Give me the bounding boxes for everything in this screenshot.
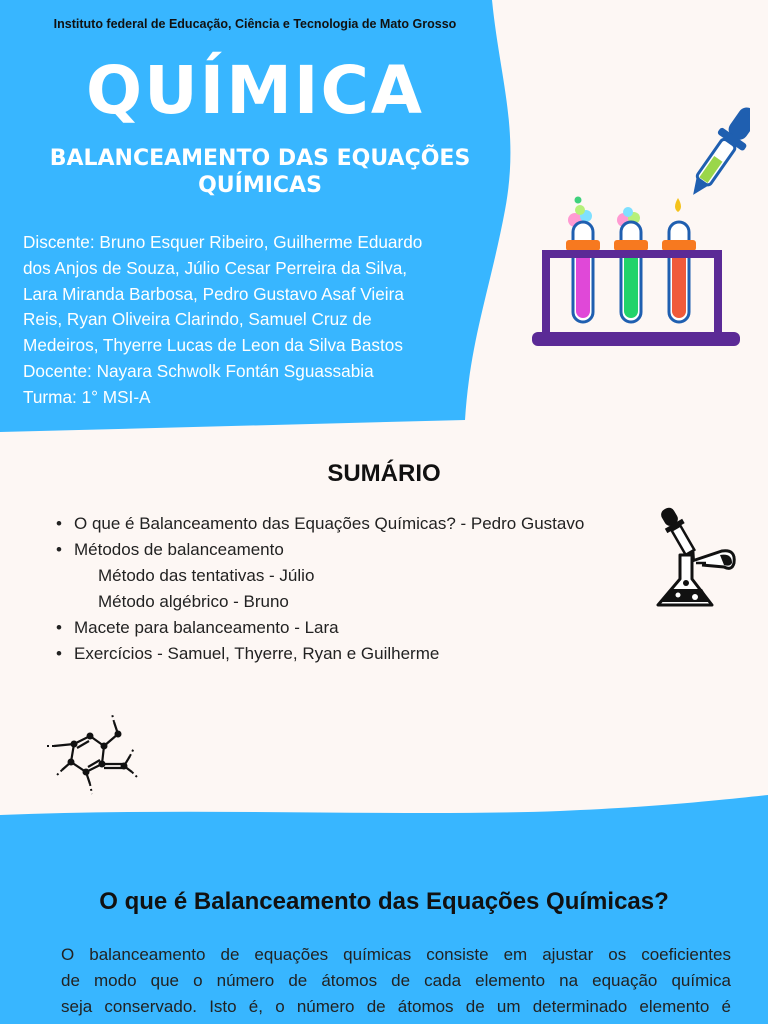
body-line: seja conservado. Isto é, o número de átomos de um determinado elemento é [61, 997, 731, 1016]
bullet-icon: • [56, 618, 62, 637]
credits-line: Reis, Ryan Oliveira Clarindo, Samuel Cruz de [23, 309, 372, 330]
summary-item [56, 537, 584, 563]
test-tube-rack-illustration [520, 100, 750, 360]
body-line: de modo que o número de átomos de cada elemento na equação química [61, 971, 731, 990]
credits-line: Lara Miranda Barbosa, Pedro Gustavo Asaf Vieira [23, 283, 404, 304]
summary-subitem: Método algébrico - Bruno [98, 592, 289, 611]
bullet-icon: • [56, 514, 62, 533]
credits-line: Discente: Bruno Esquer Ribeiro, Guilherme Eduardo [23, 232, 423, 252]
summary-item-label: Métodos de balanceamento [74, 540, 284, 559]
summary-title: SUMÁRIO [327, 460, 441, 487]
summary-item-label: Exercícios - Samuel, Thyerre, Ryan e Guilherme [74, 644, 440, 663]
bullet-icon: • [56, 540, 62, 559]
summary-list [56, 511, 584, 667]
section-title: O que é Balanceamento das Equações Químicas? [99, 888, 669, 915]
credits-block [23, 230, 483, 411]
institute-name: Instituto federal de Educação, Ciência e Tecnologia de Mato Grosso [53, 17, 457, 31]
molecule-icon [44, 712, 144, 802]
credits-line: Turma: 1° MSI-A [23, 386, 151, 407]
summary-item-label: O que é Balanceamento das Equações Químicas? - Pedro Gustavo [74, 514, 585, 533]
bullet-icon: • [56, 644, 62, 663]
summary-subitem: Método das tentativas - Júlio [98, 566, 315, 585]
summary-item [56, 615, 584, 641]
summary-item [56, 511, 584, 537]
subtitle-line: QUÍMICAS [198, 173, 322, 198]
credits-line: Medeiros, Thyerre Lucas de Leon da Silva Bastos [23, 335, 403, 356]
subtitle-line: BALANCEAMENTO DAS EQUAÇÕES [49, 146, 471, 171]
credits-line: Docente: Nayara Schwolk Fontán Sguassabia [23, 360, 374, 381]
summary-item-label: Macete para balanceamento - Lara [74, 618, 339, 637]
section-body [61, 942, 731, 1020]
summary-item [56, 641, 584, 667]
credits-line: dos Anjos de Souza, Júlio Cesar Perreira da Silva, [23, 257, 408, 278]
page-title: QUÍMICA [85, 52, 424, 129]
body-line: O balanceamento de equações químicas consiste em ajustar os coeficientes [61, 945, 731, 964]
page-subtitle [40, 145, 480, 199]
dropper-flask-icon [640, 505, 750, 615]
